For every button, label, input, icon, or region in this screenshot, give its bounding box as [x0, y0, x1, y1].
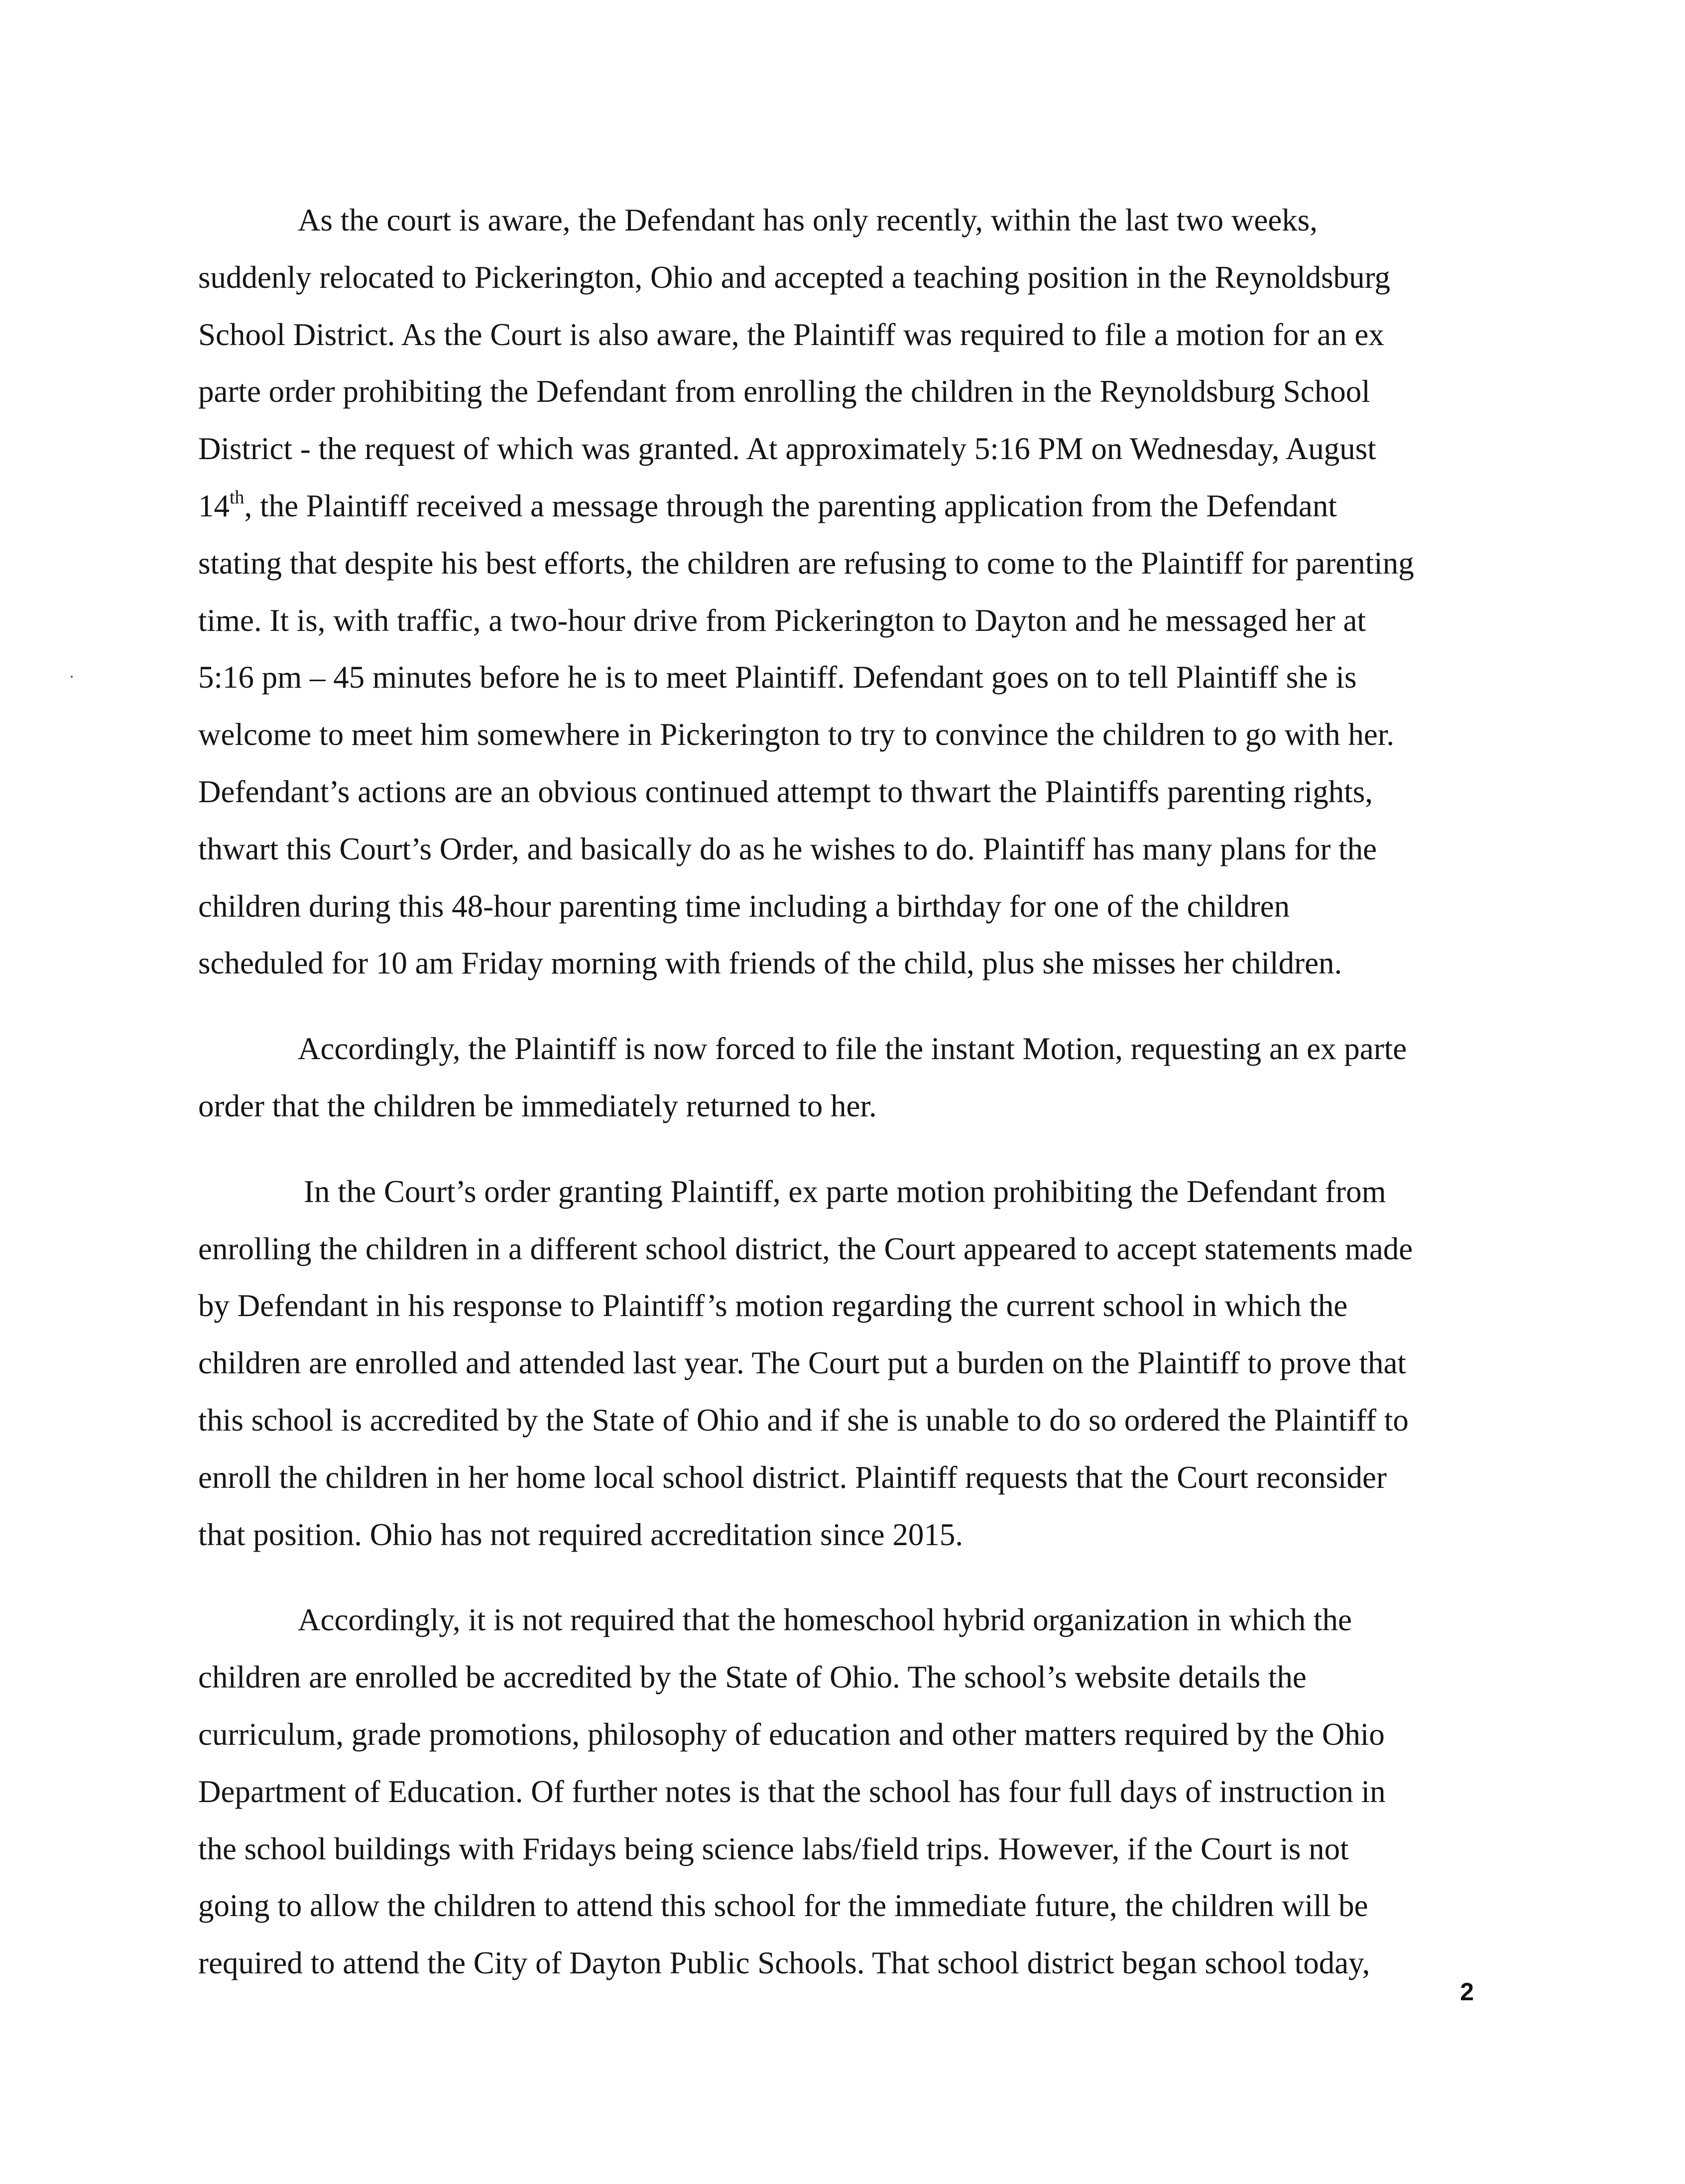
text-line: 5:16 pm – 45 minutes before he is to meet Plaintiff. Defendant goes on to tell Plaintiff she is	[198, 660, 1357, 695]
text-line: children are enrolled and attended last year. The Court put a burden on the Plaintiff to prove that	[198, 1345, 1406, 1381]
text-line: enroll the children in her home local school district. Plaintiff requests that the Court reconsider	[198, 1459, 1387, 1495]
text-line: scheduled for 10 am Friday morning with friends of the child, plus she misses her children.	[198, 946, 1342, 981]
text-line: curriculum, grade promotions, philosophy of education and other matters required by the Ohio	[198, 1716, 1385, 1752]
text-line: this school is accredited by the State of Ohio and if she is unable to do so ordered the Plaintiff to	[198, 1402, 1409, 1438]
paragraph-accreditation	[198, 1591, 1483, 1992]
text-line: In the Court’s order granting Plaintiff, ex parte motion prohibiting the Defendant from	[304, 1174, 1386, 1209]
paragraph-instant-motion	[198, 1020, 1483, 1135]
text-line: suddenly relocated to Pickerington, Ohio and accepted a teaching position in the Reynoldsburg	[198, 259, 1390, 295]
text-line: Department of Education. Of further notes is that the school has four full days of instruction in	[198, 1774, 1386, 1809]
text-line: going to allow the children to attend this school for the immediate future, the children will be	[198, 1888, 1368, 1924]
text-line: the school buildings with Fridays being science labs/field trips. However, if the Court is not	[198, 1831, 1349, 1866]
text-line: children are enrolled be accredited by the State of Ohio. The school’s website details the	[198, 1660, 1307, 1695]
text-line: Defendant’s actions are an obvious continued attempt to thwart the Plaintiffs parenting rights,	[198, 774, 1373, 809]
scan-speck	[71, 676, 73, 678]
text-line: order that the children be immediately returned to her.	[198, 1088, 877, 1123]
text-line: As the court is aware, the Defendant has only recently, within the last two weeks,	[298, 203, 1318, 238]
text-line: School District. As the Court is also aware, the Plaintiff was required to file a motion for an ex	[198, 317, 1384, 352]
text-line: children during this 48-hour parenting time including a birthday for one of the children	[198, 888, 1290, 924]
document-body	[198, 192, 1483, 1992]
paragraph-relocation	[198, 192, 1483, 992]
text-line: District - the request of which was granted. At approximately 5:16 PM on Wednesday, August	[198, 431, 1376, 467]
text-line-rest: , the Plaintiff received a message through the parenting application from the Defendant	[244, 488, 1337, 523]
text-line: welcome to meet him somewhere in Pickerington to try to convince the children to go with her.	[198, 717, 1395, 752]
paragraph-court-order	[198, 1163, 1483, 1564]
text-line: Accordingly, the Plaintiff is now forced to file the instant Motion, requesting an ex parte	[298, 1031, 1407, 1067]
page-number: 2	[1460, 1978, 1474, 2006]
text-line: time. It is, with traffic, a two-hour drive from Pickerington to Dayton and he messaged her at	[198, 603, 1366, 638]
date-ordinal-suffix: th	[230, 486, 244, 508]
text-line	[198, 478, 1483, 535]
text-line: parte order prohibiting the Defendant from enrolling the children in the Reynoldsburg School	[198, 374, 1370, 409]
date-ordinal-number: 14	[198, 488, 230, 523]
text-line: Accordingly, it is not required that the homeschool hybrid organization in which the	[298, 1602, 1352, 1638]
text-line: enrolling the children in a different school district, the Court appeared to accept statements made	[198, 1231, 1413, 1266]
text-line: that position. Ohio has not required accreditation since 2015.	[198, 1517, 963, 1552]
text-line: thwart this Court’s Order, and basically do as he wishes to do. Plaintiff has many plans for the	[198, 831, 1377, 866]
text-line: stating that despite his best efforts, the children are refusing to come to the Plaintiff for parenting	[198, 545, 1414, 581]
text-line: by Defendant in his response to Plaintiff’s motion regarding the current school in which the	[198, 1288, 1348, 1324]
text-line: required to attend the City of Dayton Public Schools. That school district began school today,	[198, 1945, 1370, 1981]
